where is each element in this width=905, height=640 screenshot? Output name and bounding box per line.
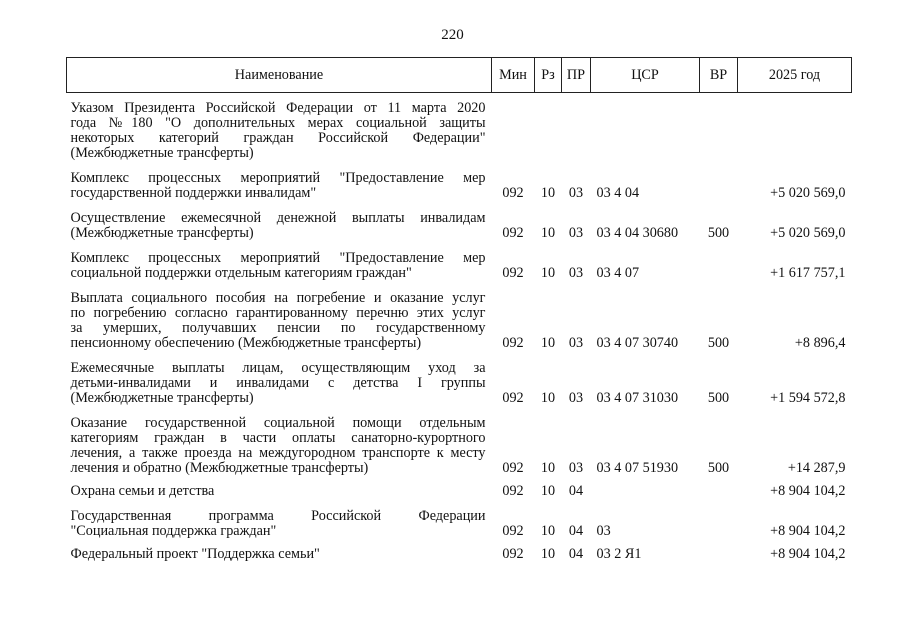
row-min: 092: [502, 185, 524, 201]
row-min: 092: [502, 483, 524, 499]
table-row: [67, 355, 852, 410]
table-row: [67, 410, 852, 480]
table-row: [67, 93, 852, 166]
header-name: Наименование: [67, 58, 492, 93]
row-name-line: года №180 "О дополнительных мерах социальной защиты: [70, 115, 486, 131]
row-name: [67, 93, 492, 166]
row-name-line: Указом Президента Российской Федерации от 11 марта 2020: [70, 100, 486, 116]
table-row: [67, 165, 852, 205]
row-name-line: лечения и обратно (Межбюджетные трансферты): [70, 460, 369, 476]
row-name-line: пенсионному обеспечению (Межбюджетные трансферты): [70, 335, 422, 351]
row-name: [67, 205, 492, 245]
row-csr: 03 4 04: [596, 185, 640, 201]
table-row: [67, 205, 852, 245]
row-name-line: Оказание государственной социальной помощи отдельным: [70, 415, 486, 431]
row-name-line: Выплата социального пособия на погребение и оказание услуг: [70, 290, 486, 306]
header-csr: ЦСР: [591, 58, 700, 93]
row-name: [67, 503, 492, 543]
row-csr: 03 4 07 51930: [596, 460, 679, 476]
row-pr: 03: [568, 225, 584, 241]
row-name: [67, 410, 492, 480]
row-rz: 10: [540, 390, 556, 406]
row-name-line: (Межбюджетные трансферты): [70, 145, 254, 161]
row-amount: [738, 93, 852, 166]
row-name-line: (Межбюджетные трансферты): [70, 390, 254, 406]
header-pr: ПР: [562, 58, 591, 93]
budget-table: [66, 57, 852, 566]
row-name-line: Осуществление ежемесячной денежной выплаты инвалидам: [70, 210, 486, 226]
row-rz: 10: [540, 225, 556, 241]
row-min: 092: [502, 460, 524, 476]
row-name: [67, 355, 492, 410]
row-rz: 10: [540, 546, 556, 562]
row-vr: [700, 503, 738, 543]
row-csr: 03 2 Я1: [596, 546, 642, 562]
row-pr: 03: [568, 265, 584, 281]
row-rz: 10: [540, 265, 556, 281]
row-vr: 500: [707, 390, 730, 406]
row-amount: +8 896,4: [794, 335, 846, 351]
table-body: [67, 93, 852, 567]
row-name-line: государственной поддержки инвалидам": [70, 185, 317, 201]
row-amount: +14 287,9: [787, 460, 846, 476]
row-name-line: Комплекс процессных мероприятий "Предоставление мер: [70, 170, 486, 186]
row-name: [67, 480, 492, 503]
row-rz: 10: [540, 185, 556, 201]
row-name-line: за умерших, получавших пенсии по государственному: [70, 320, 486, 336]
row-pr: 03: [568, 390, 584, 406]
row-vr: 500: [707, 335, 730, 351]
row-pr: 03: [568, 185, 584, 201]
row-pr: 04: [568, 546, 584, 562]
row-vr: 500: [707, 460, 730, 476]
row-name-line: (Межбюджетные трансферты): [70, 225, 254, 241]
row-name-line: Федеральный проект "Поддержка семьи": [70, 546, 320, 562]
row-name-line: социальной поддержки отдельным категориям граждан": [70, 265, 412, 281]
row-name: [67, 285, 492, 355]
row-vr: [700, 165, 738, 205]
row-amount: +5 020 569,0: [770, 225, 846, 241]
row-name-line: Охрана семьи и детства: [70, 483, 215, 499]
row-rz: [535, 93, 562, 166]
row-min: 092: [502, 523, 524, 539]
row-csr: 03: [596, 523, 611, 539]
row-pr: 03: [568, 335, 584, 351]
row-csr: 03 4 07 31030: [596, 390, 679, 406]
row-min: 092: [502, 335, 524, 351]
row-min: 092: [502, 546, 524, 562]
row-rz: 10: [540, 335, 556, 351]
row-amount: +8 904 104,2: [770, 546, 846, 562]
row-name-line: категориям граждан в части оплаты санаторно-курортного: [70, 430, 486, 446]
row-vr: [700, 245, 738, 285]
header-vr: ВР: [700, 58, 738, 93]
row-pr: 04: [568, 523, 584, 539]
header-year: 2025 год: [738, 58, 852, 93]
row-min: 092: [502, 390, 524, 406]
header-rz: Рз: [535, 58, 562, 93]
row-name-line: детьми-инвалидами и инвалидами с детства I группы: [70, 375, 486, 391]
row-csr: [591, 93, 700, 166]
row-rz: 10: [540, 460, 556, 476]
row-rz: 10: [540, 483, 556, 499]
row-name-line: Комплекс процессных мероприятий "Предоставление мер: [70, 250, 486, 266]
table-row: [67, 543, 852, 566]
row-min: 092: [502, 265, 524, 281]
row-pr: 03: [568, 460, 584, 476]
row-amount: +5 020 569,0: [770, 185, 846, 201]
row-vr: [700, 93, 738, 166]
row-name: [67, 165, 492, 205]
row-amount: +8 904 104,2: [770, 483, 846, 499]
row-name-line: по погребению согласно гарантированному перечню этих услуг: [70, 305, 486, 321]
row-name-line: Ежемесячные выплаты лицам, осуществляющим уход за: [70, 360, 486, 376]
row-name: [67, 245, 492, 285]
table-row: [67, 480, 852, 503]
table-row: [67, 245, 852, 285]
row-name: [67, 543, 492, 566]
row-pr: [562, 93, 591, 166]
row-amount: +8 904 104,2: [770, 523, 846, 539]
row-csr: [591, 480, 700, 503]
row-vr: 500: [707, 225, 730, 241]
row-amount: +1 617 757,1: [770, 265, 846, 281]
table-header-row: [67, 58, 852, 93]
row-vr: [700, 543, 738, 566]
row-rz: 10: [540, 523, 556, 539]
row-amount: +1 594 572,8: [770, 390, 846, 406]
row-name-line: лечения, а также проезда на междугородном транспорте к месту: [70, 445, 486, 461]
row-name-line: Государственная программа Российской Федерации: [70, 508, 486, 524]
row-vr: [700, 480, 738, 503]
row-name-line: "Социальная поддержка граждан": [70, 523, 277, 539]
row-csr: 03 4 07 30740: [596, 335, 679, 351]
table-row: [67, 285, 852, 355]
header-min: Мин: [492, 58, 535, 93]
row-name-line: некоторых категорий граждан Российской Федерации": [70, 130, 486, 146]
row-min: 092: [502, 225, 524, 241]
row-csr: 03 4 07: [596, 265, 640, 281]
row-csr: 03 4 04 30680: [596, 225, 679, 241]
row-min: [492, 93, 535, 166]
table-row: [67, 503, 852, 543]
page-number: 220: [441, 27, 464, 43]
row-pr: 04: [568, 483, 584, 499]
